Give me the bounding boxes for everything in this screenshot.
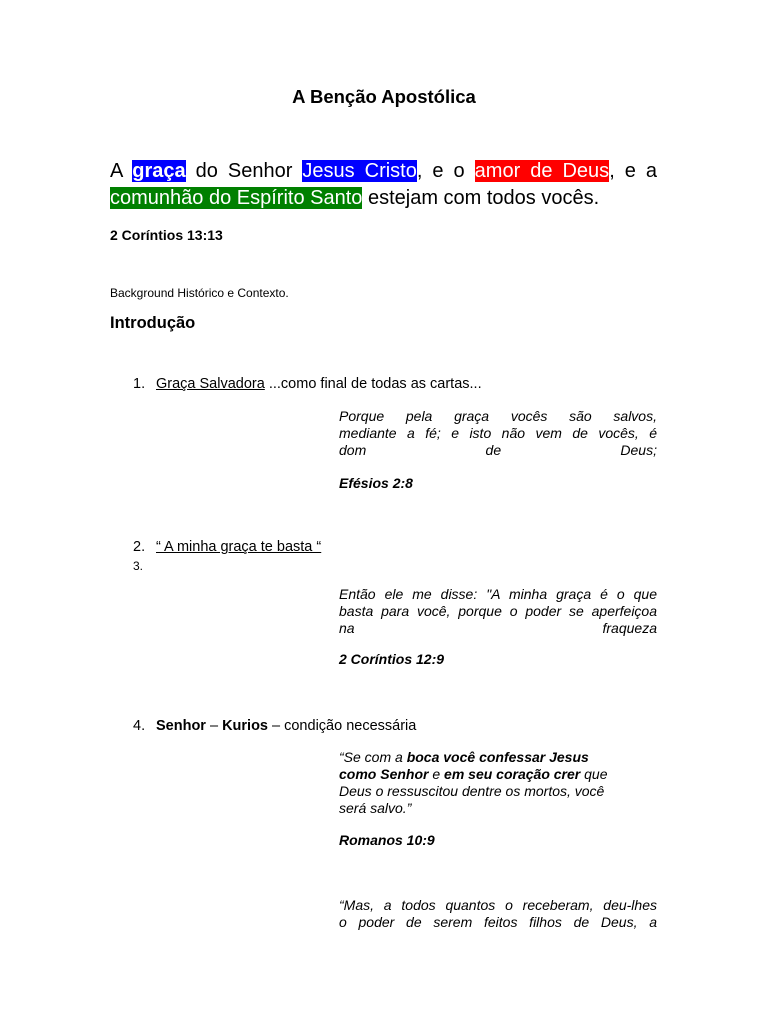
quote-line: mediante a fé; e isto não vem de vocês, é <box>339 425 657 441</box>
list-item: 4. Senhor – Kurios – condição necessária <box>133 718 417 734</box>
item-title-underlined: “ A minha graça te basta “ <box>156 539 322 555</box>
list-number: 3. <box>133 559 144 573</box>
main-verse-line-1: A graça do Senhor Jesus Cristo, e o amor de Deus, e a <box>110 160 657 182</box>
highlight-jesus-cristo: Jesus Cristo <box>302 160 417 182</box>
item-bold-senhor: Senhor <box>156 718 206 734</box>
quote-line: dom de Deus; <box>339 442 657 458</box>
quote-line: como Senhor e em seu coração crer que <box>339 766 608 782</box>
quote-line: Deus o ressuscitou dentre os mortos, você <box>339 783 605 799</box>
list-item <box>133 376 482 392</box>
quote-block <box>339 586 657 637</box>
quote-reference: Romanos 10:9 <box>339 832 435 848</box>
quote-line: “Se com a boca você confessar Jesus <box>339 749 589 765</box>
list-item <box>133 539 321 555</box>
quote-line: Então ele me disse: "A minha graça é o que <box>339 586 657 602</box>
quote-line: na fraqueza <box>339 620 657 636</box>
highlight-amor-de-deus: amor de Deus <box>474 160 610 182</box>
quote-block <box>339 749 657 817</box>
quote-block <box>339 408 657 459</box>
quote-reference: 2 Coríntios 12:9 <box>339 651 445 667</box>
main-verse-line-2: comunhão do Espírito Santo estejam com todos vocês. <box>110 187 600 209</box>
quote-line: será salvo.” <box>339 800 412 816</box>
list-number: 1. <box>133 376 146 392</box>
quote-line: o poder de serem feitos filhos de Deus, a <box>339 914 657 930</box>
quote-line: Porque pela graça vocês são salvos, <box>339 408 657 424</box>
item-bold-kurios: Kurios <box>222 718 268 734</box>
list-number: 4. <box>133 718 146 734</box>
quote-line: “Mas, a todos quantos o receberam, deu-lhes <box>339 897 657 913</box>
document-title: A Benção Apostólica <box>292 86 476 107</box>
main-verse <box>110 158 657 212</box>
quote-block <box>339 897 657 931</box>
verse-reference: 2 Coríntios 13:13 <box>110 227 223 243</box>
quote-reference: Efésios 2:8 <box>339 475 413 491</box>
item-text: ...como final de todas as cartas... <box>264 376 482 392</box>
intro-heading: Introdução <box>110 314 196 332</box>
background-note: Background Histórico e Contexto. <box>110 286 289 300</box>
highlight-grace: graça <box>132 160 186 182</box>
item-text: – condição necessária <box>268 718 417 734</box>
item-title-underlined: Graça Salvadora <box>156 376 265 392</box>
highlight-comunhao: comunhão do Espírito Santo <box>110 187 363 209</box>
list-number: 2. <box>133 539 146 555</box>
quote-line: basta para você, porque o poder se aperfeiçoa <box>339 603 657 619</box>
